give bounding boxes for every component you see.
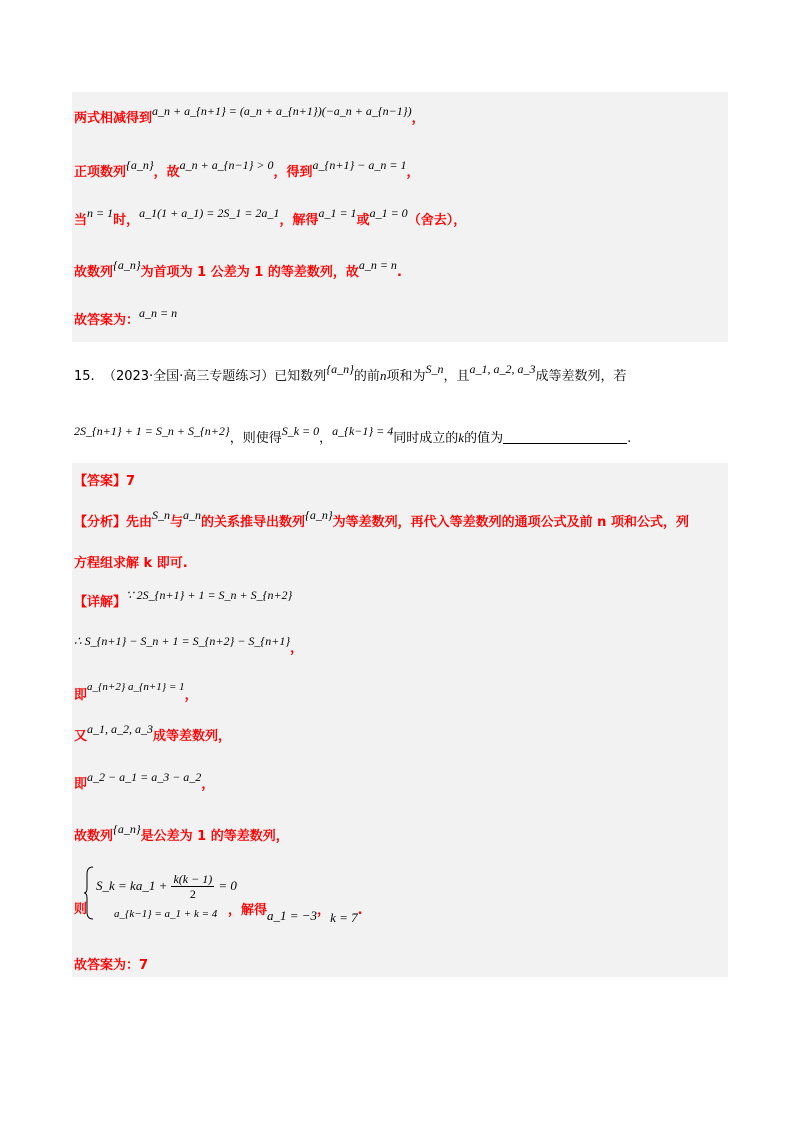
prev-line-2: 正项数列{a_n}，故a_n + a_{n−1} > 0，得到a_{n+1} − a_n = 1，: [74, 158, 420, 180]
detail-line-1: 【详解】∵ 2S_{n+1} + 1 = S_n + S_{n+2}: [74, 588, 293, 610]
answer-label: 【答案】7: [74, 474, 136, 489]
detail-line-3: 即$^{a\_\{n+2\} a\_\{n+1\} = 1}$，: [74, 681, 198, 703]
detail-line-6: 故数列{a_n}是公差为 1 的等差数列，: [74, 822, 289, 844]
prev-line-3: 当n = 1时，a_1(1 + a_1) = 2S_1 = 2a_1，解得a_1 = 1或a_1 = 0（舍去），: [74, 206, 467, 228]
fraction: $\frac{k(k - 1)}{2}$: [173, 872, 213, 901]
detail-line-4: 又a_1, a_2, a_3成等差数列，: [74, 722, 232, 744]
detail-line-7-solution: ，解得a_1 = −3，k = 7.: [228, 903, 363, 925]
detail-line-2: ∴ S_{n+1} − S_n + 1 = S_{n+2} − S_{n+1}，: [74, 634, 304, 656]
analysis-line-2: 方程组求解 k 即可.: [74, 556, 188, 571]
prev-line-5: 故答案为：a_n = n: [74, 306, 178, 328]
prev-line-1: 两式相减得到a_n + a_{n+1} = (a_n + a_{n+1})(−a_n + a_{n−1})，: [74, 104, 425, 126]
analysis-line-1: 【分析】先由S_n与a_n的关系推导出数列{a_n}为等差数列，再代入等差数列的通项公式及前 n 项和公式，列: [74, 508, 689, 530]
answer-blank: [503, 431, 627, 444]
prev-line-4: 故数列{a_n}为首项为 1 公差为 1 的等差数列，故a_n = n.: [74, 258, 402, 280]
math-expr: a_n + a_{n+1} = (a_n + a_{n+1})(−a_n + a_{n−1}): [152, 104, 412, 118]
question-15-line-2: 2S_{n+1} + 1 = S_n + S_{n+2}，则使得S_k = 0，a_{k−1} = 4同时成立的k的值为 .: [74, 424, 632, 446]
system-equation-2: a_{k−1} = a_1 + k = 4: [114, 908, 218, 920]
detail-line-7: 则: [74, 902, 88, 917]
detail-line-5: 即a_2 − a_1 = a_3 − a_2，: [74, 770, 215, 792]
system-equation-1: S_k = ka_1 + $\frac{k(k - 1)}{2}$ = 0: [96, 872, 237, 901]
question-15-line-1: 15. （2023·全国·高三专题练习）已知数列{a_n}的前n项和为S_n，且a_1, a_2, a_3成等差数列，若: [74, 362, 627, 384]
final-answer: 故答案为：7: [74, 958, 149, 973]
